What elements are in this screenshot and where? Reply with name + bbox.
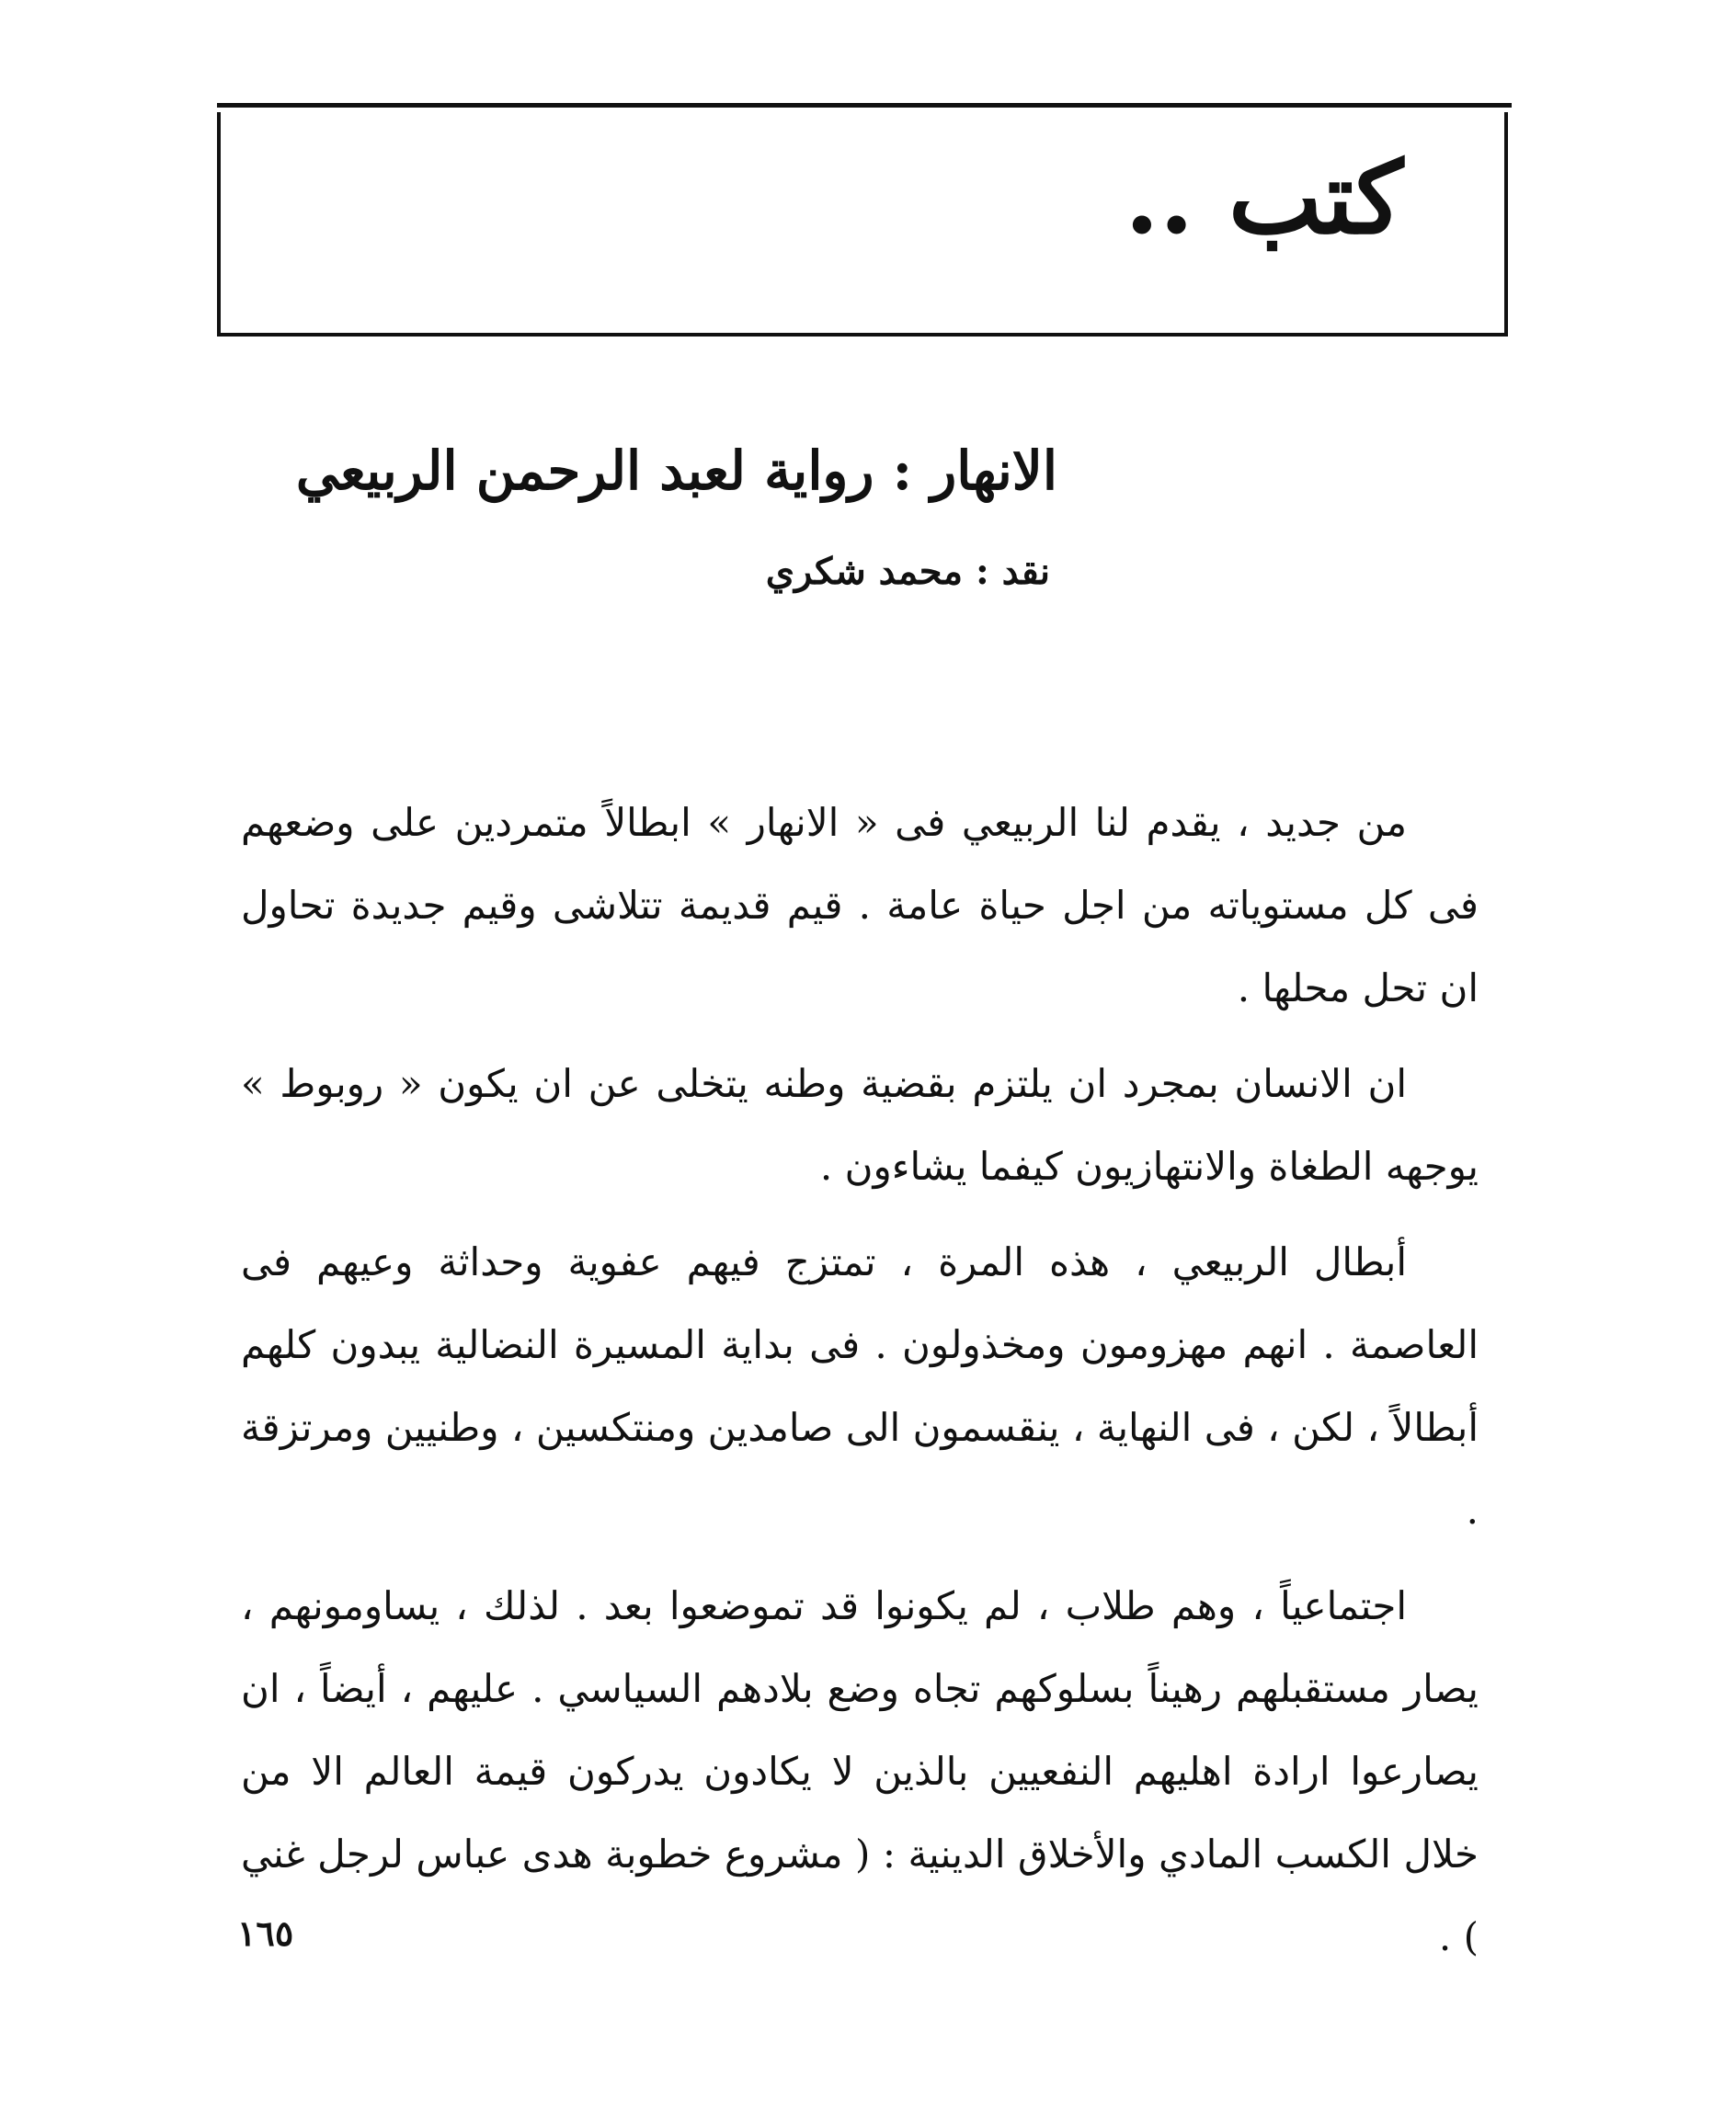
- article-byline: نقد : محمد شكري: [765, 550, 1050, 593]
- article-title: الانهار : رواية لعبد الرحمن الربيعي: [295, 439, 1057, 502]
- paragraph: أبطال الربيعي ، هذه المرة ، تمتزج فيهم عفوية وحداثة وعيهم فى العاصمة . انهم مهزومون ومخذولون . فى بداية المسيرة النضالية يبدون كلهم أبطالاً ، لكن ، فى النهاية ، ينقسمون الى صامدين ومنتكسين ، وطنيين ومرتزقة .: [241, 1239, 1479, 1533]
- article-body: [241, 782, 1479, 1991]
- section-title: كتب ..: [1125, 141, 1403, 257]
- section-header-box: [217, 112, 1508, 337]
- page-number: ١٦٥: [237, 1912, 294, 1954]
- paragraph: اجتماعياً ، وهم طلاب ، لم يكونوا قد تموضعوا بعد . لذلك ، يساومونهم ، يصار مستقبلهم رهيناً بسلوكهم تجاه وضع بلادهم السياسي . عليهم ، أيضاً ، ان يصارعوا ارادة اهليهم النفعيين بالذين لا يكادون يدركون قيمة العالم الا من خلال الكسب المادي والأخلاق الدينية : ( مشروع خطوبة هدى عباس لرجل غني ) .: [241, 1583, 1479, 1959]
- paragraph: من جديد ، يقدم لنا الربيعي فى « الانهار » ابطالاً متمردين على وضعهم فى كل مستوياته من اجل حياة عامة . قيم قديمة تتلاشى وقيم جديدة تحاول ان تحل محلها .: [241, 800, 1479, 1010]
- paragraph: ان الانسان بمجرد ان يلتزم بقضية وطنه يتخلى عن ان يكون « روبوط » يوجهه الطغاة والانتهازيون كيفما يشاءون .: [241, 1061, 1479, 1189]
- top-rule: [217, 103, 1512, 108]
